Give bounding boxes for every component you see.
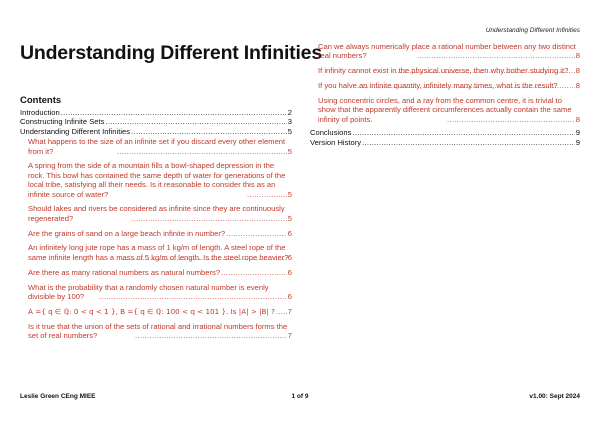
toc-entry-text: A ={ q ∈ ℚ: 0 < q < 1 }, B ={ q ∈ ℚ: 100 < q < 101 }. Is |A| > |B| ? [28,306,275,316]
toc-entry-conclusions[interactable] [310,128,580,137]
toc-entry-divisible-by-100[interactable] [20,283,292,302]
footer-author: Leslie Green CEng MIEE [20,393,96,400]
toc-page-number: 7 [287,306,292,316]
toc-entry-version-history[interactable] [310,138,580,147]
toc-page-number: 8 [575,114,580,124]
toc-left-column [20,108,292,346]
footer-version: v1.00: Sept 2024 [529,393,580,400]
footer-page-indicator: 1 of 9 [291,393,309,400]
toc-page-number: 8 [575,81,580,91]
toc-entry-jute-rope[interactable] [20,243,292,262]
toc-entry-text: Should lakes and rivers be considered as infinite since they are continuously regenerated? [28,204,285,223]
toc-entry-text: Can we always numerically place a rational number between any two distinct real numbers? [318,42,576,61]
toc-leader [447,115,575,124]
toc-right-column [310,42,580,147]
page-title: Understanding Different Infinities [20,42,322,64]
toc-page-number: 2 [287,108,292,117]
toc-leader [362,138,575,147]
toc-entry-text: A spring from the side of a mountain fills a bowl-shaped depression in the rock. This bowl has contained the same depth of water for generations of the local tribe, satisfying all their needs. Is it reasonable to consider this as an infinite source of water? [28,161,286,199]
toc-page-number: 8 [575,51,580,61]
toc-entry-union-rational-irrational[interactable] [20,322,292,341]
toc-leader [395,66,575,75]
toc-leader [352,128,574,137]
toc-leader [121,253,287,262]
toc-leader [135,331,287,340]
toc-entry-lakes-and-rivers[interactable] [20,204,292,223]
toc-leader [417,51,575,60]
toc-leader [221,268,287,277]
toc-page-number: 6 [287,291,292,301]
toc-leader [226,229,287,238]
toc-entry-set-cardinality-question[interactable] [20,307,292,316]
running-header: Understanding Different Infinities [485,27,580,34]
toc-entry-text: Conclusions [310,128,352,138]
toc-page-number: 3 [287,117,292,127]
toc-entry-text: Are the grains of sand on a large beach infinite in number? [28,228,226,238]
toc-entry-grains-of-sand[interactable] [20,229,292,238]
toc-entry-concentric-circles[interactable] [310,96,580,124]
toc-entry-text: Version History [310,137,362,147]
toc-entry-halve-infinite[interactable] [310,81,580,90]
toc-entry-text: Is it true that the union of the sets of rational and irrational numbers forms the set of real numbers? [28,321,288,340]
toc-entry-text: Constructing Infinite Sets [20,117,105,127]
toc-entry-text: What happens to the size of an infinite set if you discard every other element from it? [28,137,286,156]
toc-page-number: 5 [287,146,292,156]
toc-entry-rational-between-reals[interactable] [310,42,580,61]
toc-entry-text: What is the probability that a randomly chosen natural number is evenly divisible by 100? [28,282,269,301]
toc-page-number: 5 [287,189,292,199]
toc-entry-text: Understanding Different Infinities [20,126,131,136]
toc-page-number: 7 [287,330,292,340]
toc-page-number: 9 [575,128,580,138]
toc-leader [357,81,575,90]
toc-page-number: 5 [287,126,292,136]
toc-entry-mountain-spring[interactable] [20,161,292,199]
toc-entry-text: Using concentric circles, and a ray from the common centre, it is trivial to show that the apparently different circumferences actually contain the same infinity of points. [318,95,572,124]
toc-page-number: 9 [575,137,580,147]
toc-leader [131,127,287,136]
toc-leader [247,190,287,199]
toc-leader [105,117,286,126]
toc-entry-text: If infinity cannot exist in the physical universe, then why bother studying it? [318,66,569,76]
toc-entry-constructing-infinite-sets[interactable] [20,117,292,126]
toc-entry-rational-vs-natural[interactable] [20,268,292,277]
toc-entry-text: Are there as many rational numbers as natural numbers? [28,267,221,277]
contents-heading: Contents [20,95,62,106]
toc-page-number: 5 [287,213,292,223]
toc-leader [117,147,287,156]
toc-page-number: 6 [287,267,292,277]
toc-leader [276,307,287,316]
toc-entry-why-study-infinity[interactable] [310,66,580,75]
toc-entry-text: Introduction [20,108,60,117]
toc-leader [61,108,287,117]
toc-leader [99,292,287,301]
toc-entry-discard-every-other[interactable] [20,137,292,156]
toc-entry-introduction[interactable] [20,108,292,117]
toc-entry-understanding-different-infinities[interactable] [20,127,292,136]
toc-page-number: 8 [575,66,580,76]
toc-leader [131,214,287,223]
toc-entry-text: If you halve an infinite quantity, infinitely many times, what is the result? [318,81,558,91]
toc-page-number: 6 [287,228,292,238]
toc-page-number: 6 [287,252,292,262]
toc-entry-text: An infinitely long jute rope has a mass of 1 kg/m of length. A steel rope of the same infinite length has a mass of 5 kg/m of length. Is the steel rope heavier? [28,243,289,262]
